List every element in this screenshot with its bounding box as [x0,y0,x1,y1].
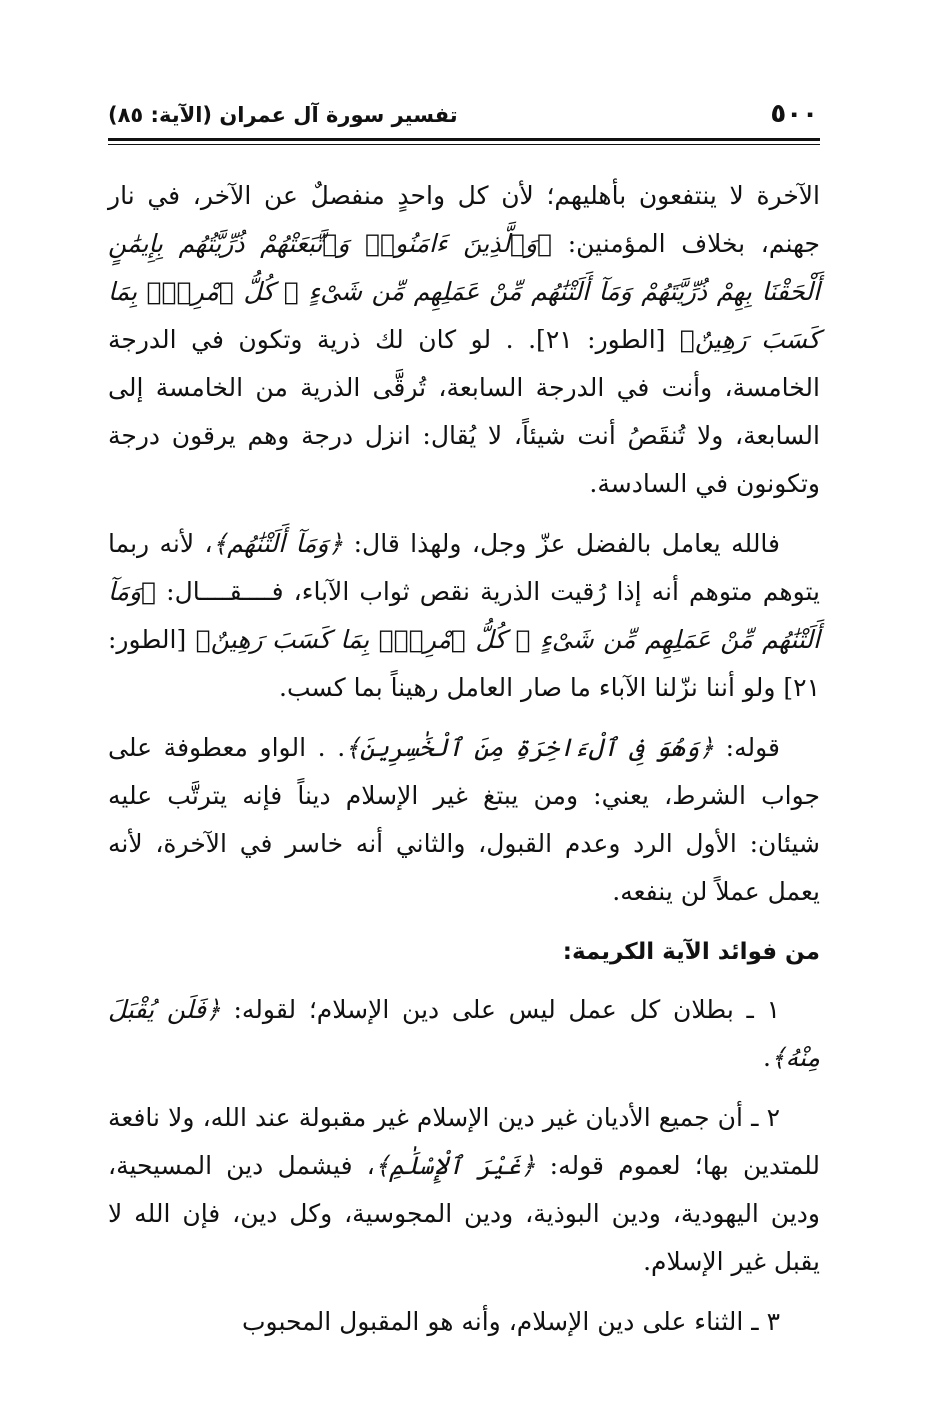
quran-verse: ﴿وَمَآ أَلَتْنَٰهُم مِّنْ عَمَلِهِم مِّن شَىْءٍ ۚ كُلُّ ٱمْرِئٍۭ بِمَا كَسَبَ رَهِينٌ﴾ [108,577,820,654]
quran-verse: ﴿وَمَآ أَلَتْنَٰهُم﴾ [212,529,344,558]
text-segment: ٣ ـ الثناء على دين الإسلام، وأنه هو المقبول المحبوب [242,1307,780,1336]
text-segment: [الطور: ٢١] ولو أننا نزّلنا الآباء ما صار العامل رهيناً بما كسب. [108,625,820,702]
text-segment: الآخرة لا ينتفعون بأهليهم؛ لأن كل واحدٍ منفصلٌ عن الآخر، في نار جهنم، بخلاف المؤمنين: [108,181,820,258]
section-heading [108,928,820,976]
body-text [108,172,820,1358]
header-rule-thin [108,144,820,145]
text-segment: ، لأنه ربما يتوهم متوهم أنه إذا رُقيت الذرية نقص ثواب الآباء، فــــقــــال: [108,529,820,606]
page-header [108,96,818,136]
quran-verse: ﴿غَيْرَ ٱلْإِسْلَٰمِ﴾ [374,1151,536,1180]
text-segment: قوله: [714,733,780,762]
paragraph-p1 [108,172,820,508]
paragraph-p6 [108,1298,820,1346]
quran-verse: ﴿وَهُوَ فِى ٱلْءَاخِرَةِ مِنَ ٱلْخَٰسِرِينَ﴾ [345,733,715,762]
text-segment: . . الواو معطوفة على جواب الشرط، يعني: ومن يبتغ غير الإسلام ديناً فإنه يترتَّب عليه شيئان: الأول الرد وعدم القبول، والثاني أنه خاسر في الآخرة، لأنه يعمل عملاً لن ينفعه. [108,733,821,906]
text-segment: من فوائد الآية الكريمة: [562,939,820,965]
quran-verse: ﴿وَٱلَّذِينَ ءَامَنُوا۟ وَٱتَّبَعَتْهُمْ ذُرِّيَّتُهُم بِإِيمَٰنٍ أَلْحَقْنَا بِهِمْ ذُرِّيَّتَهُمْ وَمَآ أَلَتْنَٰهُم مِّنْ عَمَلِهِم مِّن شَىْءٍ ۚ كُلُّ ٱمْرِئٍۭ بِمَا كَسَبَ رَهِينٌ﴾ [108,229,820,354]
paragraph-p4 [108,986,820,1082]
text-segment: ٢ ـ أن جميع الأديان غير دين الإسلام غير مقبولة عند الله، ولا نافعة للمتدين بها؛ لعموم قوله: [108,1103,820,1180]
page-number: ٥٠٠ [770,99,818,129]
text-segment: ١ ـ بطلان كل عمل ليس على دين الإسلام؛ لقوله: [220,995,781,1024]
header-rule-thick [108,138,820,141]
text-segment: ، فيشمل دين المسيحية، ودين اليهودية، ودين البوذية، ودين المجوسية، وكل دين، فإن الله لا يقبل غير الإسلام. [108,1151,820,1276]
paragraph-p5 [108,1094,820,1286]
text-segment: [الطور: ٢١]. . لو كان لك ذرية وتكون في الدرجة الخامسة، وأنت في الدرجة السابعة، تُرقَّى الذرية من الخامسة إلى السابعة، ولا تُنقَصُ أنت شيئاً، لا يُقال: انزل درجة وهم يرقون درجة وتكونون في السادسة. [108,325,820,498]
text-segment: . [763,1043,771,1072]
text-segment: فالله يعامل بالفضل عزّ وجل، ولهذا قال: [343,529,781,558]
quran-verse: ﴿فَلَن يُقْبَلَ مِنْهُ﴾ [108,995,820,1072]
paragraph-p2 [108,520,820,712]
running-title: تفسير سورة آل عمران (الآية: ٨٥) [108,103,458,127]
paragraph-p3 [108,724,820,916]
